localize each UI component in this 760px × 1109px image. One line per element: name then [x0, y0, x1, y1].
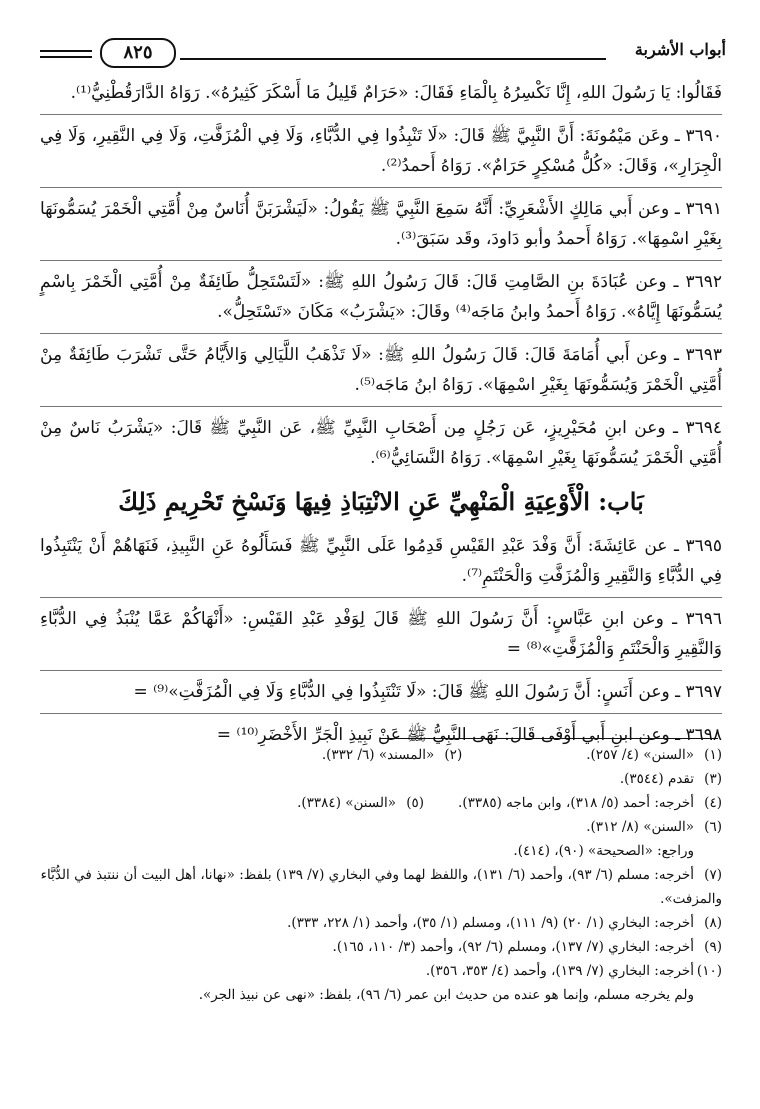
chapter-title: بَاب: الْأَوْعِيَةِ الْمَنْهِيِّ عَنِ الانْتِبَاذِ فِيهَا وَنَسْخِ تَحْرِيمِ ذَلِكَ	[118, 487, 644, 516]
divider	[40, 114, 722, 115]
footnote-number: (١٠)	[696, 963, 722, 979]
footnote-rule	[380, 738, 718, 739]
hadith-paragraph: ٣٦٩٨ ـ وعن ابنِ أَبي أَوْفَى قَالَ: نَهَى النَّبِيُّ ﷺ عَنْ نَبِيذِ الْجَرِّ الأَخْضَرِ⁽¹⁰⁾ =	[216, 725, 722, 745]
divider	[40, 260, 722, 261]
footnote	[40, 815, 722, 839]
header-rule-left-bottom	[40, 56, 92, 58]
page-header	[40, 38, 726, 68]
hadith-paragraph: ٣٦٩٤ ـ وعن ابنِ مُحَيْرِيزٍ، عَن رَجُلٍ مِن أَصْحَابِ النَّبِيِّ ﷺ، عَن النَّبِيِّ ﷺ قَالَ: «يَشْرَبُ نَاسٌ مِنْ أُمَّتِي الْخَمْرَ يُسَمُّونَهَا بِغَيْرِ اسْمِهَا». رَوَاهُ النَّسَائِيُّ⁽⁶⁾.	[40, 418, 722, 468]
footnote-text: وراجع: «الصحيحة» (٩٠)، (٤١٤).	[513, 843, 694, 859]
footnote-number: (٣)	[704, 771, 722, 787]
footnote-number: (٨)	[704, 915, 722, 931]
hadith-paragraph: ٣٦٩٣ ـ وعن أَبي أُمَامَةَ قَالَ: قَالَ رَسُولُ اللهِ ﷺ: «لَا تَذْهَبُ اللَّيَالِي وَالأَيَّامُ حَتَّى تَشْرَبَ طَائِفَةٌ مِنْ أُمَّتِي الْخَمْرَ وَيُسَمُّونَهَا بِغَيْرِ اسْمِهَا». رَوَاهُ ابنُ مَاجَه⁽⁵⁾.	[40, 345, 722, 395]
footnote-row	[40, 791, 722, 815]
footnote-text: تقدم (٣٥٤٤).	[619, 771, 694, 787]
footnote	[40, 839, 722, 863]
divider	[40, 597, 722, 598]
footnote-text: أخرجه: البخاري (٧/ ١٣٧)، ومسلم (٦/ ٩٢)، وأحمد (٣/ ١١٠، ١٦٥).	[332, 939, 694, 955]
divider	[40, 333, 722, 334]
footnote-text: «المسند» (٦/ ٣٣٢).	[321, 747, 435, 763]
footnote	[297, 791, 424, 815]
footnote-text: «السنن» (٤/ ٢٥٧).	[586, 747, 694, 763]
footnotes	[40, 743, 722, 1007]
footnote	[40, 911, 722, 935]
footnote	[322, 743, 462, 767]
footnote-text: أخرجه: البخاري (٧/ ١٣٩)، وأحمد (٤/ ٣٥٣، ٣٥٦).	[425, 963, 694, 979]
footnote	[40, 863, 722, 911]
footnote-number: (٧)	[704, 867, 722, 883]
footnote-number: (١)	[704, 747, 722, 763]
hadith-paragraph: ٣٦٩٧ ـ وعن أَنَسٍ: أَنَّ رَسُولَ اللهِ ﷺ قَالَ: «لَا تَنْتَبِذُوا فِي الدُّبَّاءِ وَلَا فِي الْمُزَفَّتِ»⁽⁹⁾ =	[133, 682, 722, 702]
footnote	[40, 983, 722, 1007]
footnote-text: أخرجه: أحمد (٥/ ٣١٨)، وابن ماجه (٣٣٨٥).	[458, 795, 694, 811]
divider	[40, 187, 722, 188]
footnote-row	[40, 743, 722, 767]
footnote-number: (٤)	[704, 795, 722, 811]
footnote-number: (٥)	[406, 795, 425, 811]
footnote-text: «السنن» (٨/ ٣١٢).	[586, 819, 694, 835]
divider	[40, 406, 722, 407]
divider	[40, 713, 722, 714]
footnote-text: أخرجه: مسلم (٦/ ٩٣)، وأحمد (٦/ ١٣١)، واللفظ لهما وفي البخاري (٧/ ١٣٩) بلفظ: «نهانا، أهل البيت أن ننتبذ في الدُّبَّاء والمزفت».	[40, 867, 722, 907]
footnote	[458, 791, 722, 815]
footnote-text: ولم يخرجه مسلم، وإنما هو عنده من حديث ابن عمر (٦/ ٩٦)، بلفظ: «نهى عن نبيذ الجر».	[198, 987, 694, 1003]
footnote	[40, 959, 722, 983]
page-number: ٨٢٥	[100, 38, 176, 68]
footnote-text: «السنن» (٣٣٨٤).	[297, 795, 397, 811]
footnote-number: (٩)	[704, 939, 722, 955]
footnote-text: أخرجه: البخاري (١/ ٢٠) (٩/ ١١١)، ومسلم (١/ ٣٥)، وأحمد (١/ ٢٢٨، ٣٣٣).	[287, 915, 694, 931]
hadith-paragraph: ٣٦٩٦ ـ وعن ابنِ عَبَّاسٍ: أَنَّ رَسُولَ اللهِ ﷺ قَالَ لِوَفْدِ عَبْدِ القَيْسِ: «أَنْهَاكُمْ عَمَّا يُنْبَذُ فِي الدُّبَّاءِ وَالنَّقِيرِ وَالْحَنْتَمِ وَالْمُزَفَّتِ»⁽⁸⁾ =	[40, 609, 722, 659]
footnote-number: (٢)	[444, 747, 463, 763]
hadith-paragraph: فَقَالُوا: يَا رَسُولَ اللهِ، إِنَّا نَكْسِرُهُ بِالْمَاءِ فَقَالَ: «حَرَامٌ قَلِيلُ مَا أَسْكَرَ كَثِيرُهُ». رَوَاهُ الدَّارَقُطْنِيُّ⁽¹⁾.	[70, 83, 722, 103]
main-text	[40, 78, 722, 750]
hadith-paragraph: ٣٦٩٢ ـ وعن عُبَادَةَ بنِ الصَّامِتِ قَالَ: قَالَ رَسُولُ اللهِ ﷺ: «لَتَسْتَحِلُّ طَائِفَةٌ مِنْ أُمَّتِي الْخَمْرَ بِاسْمٍ يُسَمُّونَهَا إِيَّاهُ». رَوَاهُ أَحمدُ وابنُ مَاجَه⁽⁴⁾ وقَالَ: «يَشْرَبُ» مَكَانَ «تَسْتَحِلُّ».	[40, 272, 722, 322]
footnote	[40, 767, 722, 791]
hadith-paragraph: ٣٦٩١ ـ وعن أَبي مَالِكٍ الأَشْعَرِيِّ: أَنَّهُ سَمِعَ النَّبِيَّ ﷺ يَقُولُ: «لَيَشْرَبَنَّ أُنَاسٌ مِنْ أُمَّتِي الْخَمْرَ يُسَمُّونَهَا بِغَيْرِ اسْمِهَا». رَوَاهُ أَحمدُ وأبو دَاودَ، وقَد سَبَقَ⁽³⁾.	[40, 199, 722, 249]
footnote	[586, 743, 722, 767]
footnote-number: (٦)	[704, 819, 722, 835]
hadith-paragraph: ٣٦٩٥ ـ عن عَائِشَةَ: أَنَّ وَفْدَ عَبْدِ القَيْسِ قَدِمُوا عَلَى النَّبِيِّ ﷺ فَسَأَلُوهُ عَنِ النَّبِيذِ، فَنَهَاهُمْ أَنْ يَنْتَبِذُوا فِي الدُّبَّاءِ وَالنَّقِيرِ وَالْمُزَفَّتِ وَالْحَنْتَمِ⁽⁷⁾.	[40, 536, 722, 586]
hadith-paragraph: ٣٦٩٠ ـ وعَن مَيْمُونَةَ: أَنَّ النَّبِيَّ ﷺ قَالَ: «لَا تَنْبِذُوا فِي الدُّبَّاءِ، وَلَا فِي الْمُزَفَّتِ، وَلَا فِي النَّقِيرِ، وَلَا فِي الْجِرَارِ»، وَقَالَ: «كُلُّ مُسْكِرٍ حَرَامٌ». رَوَاهُ أَحمدُ⁽²⁾.	[40, 126, 722, 176]
header-rule-left-top	[40, 50, 92, 52]
footnote	[40, 935, 722, 959]
running-title: أبواب الأشربة	[634, 40, 726, 59]
divider	[40, 670, 722, 671]
header-rule	[180, 58, 606, 60]
